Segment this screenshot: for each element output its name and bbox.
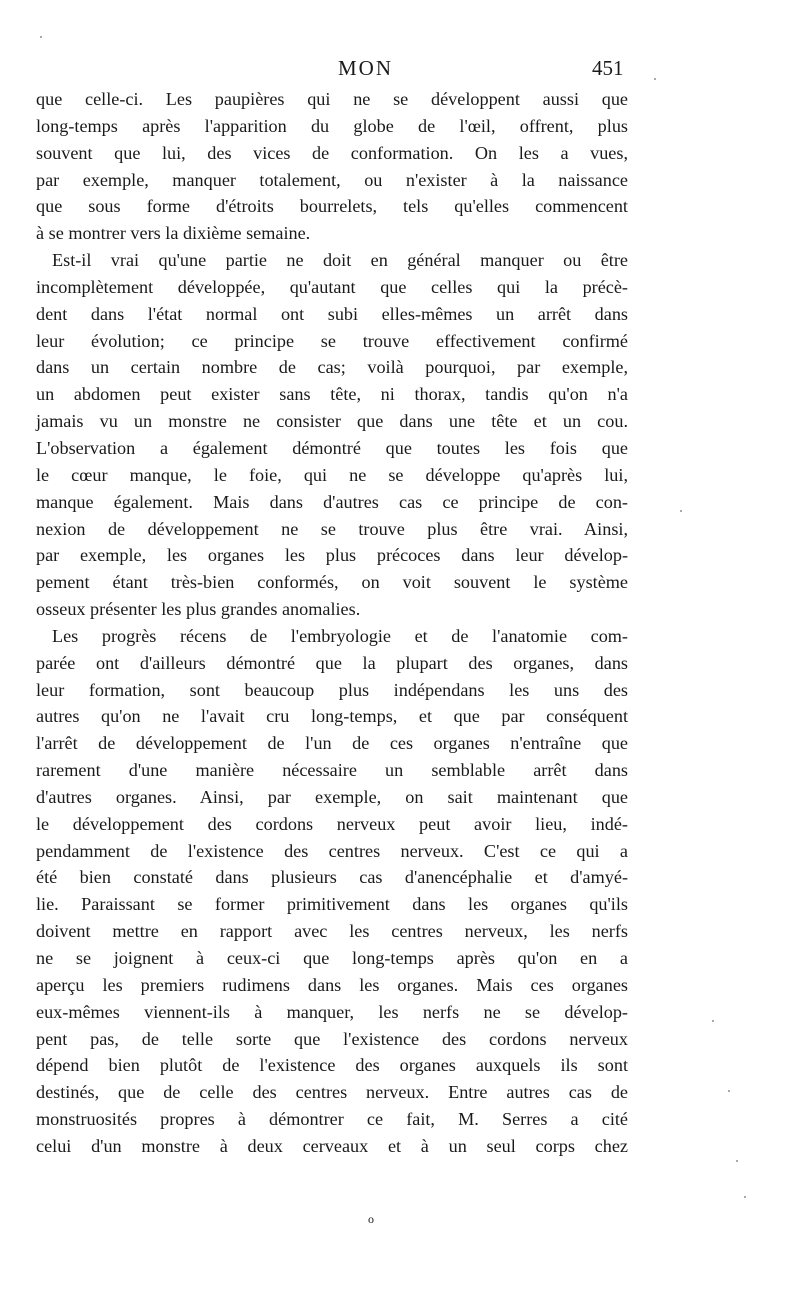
text-line: pement étant très-bien conformés, on voit souvent le système [36,572,628,593]
text-line: osseux présenter les plus grandes anomalies. [36,599,361,620]
text-line: parée ont d'ailleurs démontré que la plupart des organes, dans [36,652,628,673]
text-line: leur formation, sont beaucoup plus indépendans les uns des [36,679,628,700]
text-line: lie. Paraissant se former primitivement dans les organes qu'ils [36,894,628,915]
text-line: le cœur manque, le foie, qui ne se développe qu'après lui, [36,464,628,485]
text-line: incomplètement développée, qu'autant que celles qui la précè- [36,276,628,297]
text-line: par exemple, les organes les plus précoces dans leur dévelop- [36,545,628,566]
text-line: destinés, que de celle des centres nerveux. Entre autres cas de [36,1082,628,1103]
footer-mark: o [368,1212,374,1226]
text-line: été bien constaté dans plusieurs cas d'anencéphalie et d'amyé- [36,867,628,888]
text-line: leur évolution; ce principe se trouve effectivement confirmé [36,330,628,351]
text-line: eux-mêmes viennent-ils à manquer, les nerfs ne se dévelop- [36,1001,628,1022]
text-line: aperçu les premiers rudimens dans les organes. Mais ces organes [36,974,628,995]
text-line: Les progrès récens de l'embryologie et de l'anatomie com- [52,625,628,646]
text-line: dent dans l'état normal ont subi elles-mêmes un arrêt dans [36,303,628,324]
text-line: rarement d'une manière nécessaire un semblable arrêt dans [36,760,628,781]
scan-speck [728,1090,730,1092]
text-line: monstruosités propres à démontrer ce fait, M. Serres a cité [36,1109,628,1130]
text-line: dans un certain nombre de cas; voilà pourquoi, par exemple, [36,357,628,378]
text-line: ne se joignent à ceux-ci que long-temps après qu'on en a [36,948,628,968]
scan-speck [744,1196,746,1198]
text-line: Est-il vrai qu'une partie ne doit en général manquer ou être [52,250,628,271]
scan-speck [654,78,656,80]
scan-speck [40,36,42,38]
text-line: pent pas, de telle sorte que l'existence des cordons nerveux [36,1028,628,1049]
text-line: l'arrêt de développement de l'un de ces organes n'entraîne que [36,733,628,754]
text-line: le développement des cordons nerveux peut avoir lieu, indé- [36,813,628,834]
text-line: pendamment de l'existence des centres nerveux. C'est ce qui a [36,840,628,861]
page-number: 451 [592,56,624,80]
text-line: un abdomen peut exister sans tête, ni thorax, tandis qu'on n'a [36,384,628,405]
text-line: nexion de développement ne se trouve plus être vrai. Ainsi, [36,518,628,539]
text-line: L'observation a également démontré que toutes les fois que [36,437,628,458]
text-line: souvent que lui, des vices de conformation. On les a vues, [36,142,628,163]
text-line: que sous forme d'étroits bourrelets, tels qu'elles commencent [36,196,628,217]
text-line: doivent mettre en rapport avec les centres nerveux, les nerfs [36,921,628,942]
running-head: MON [338,56,394,80]
scan-speck [680,510,682,512]
text-line: d'autres organes. Ainsi, par exemple, on sait maintenant que [36,786,628,807]
text-line: celui d'un monstre à deux cerveaux et à un seul corps chez [36,1135,628,1156]
text-line: autres qu'on ne l'avait cru long-temps, et que par conséquent [36,706,628,727]
text-line: par exemple, manquer totalement, ou n'exister à la naissance [36,169,628,190]
text-line: long-temps après l'apparition du globe de l'œil, offrent, plus [36,115,628,136]
page-header [36,56,636,86]
text-line: que celle-ci. Les paupières qui ne se développent aussi que [36,89,628,109]
scan-speck [712,1020,714,1022]
scan-speck [736,1160,738,1162]
body-text [36,86,628,1160]
text-line: dépend bien plutôt de l'existence des organes auxquels ils sont [36,1055,628,1076]
text-line: à se montrer vers la dixième semaine. [36,223,311,244]
text-line: manque également. Mais dans d'autres cas ce principe de con- [36,491,628,512]
text-line: jamais vu un monstre ne consister que dans une tête et un cou. [36,411,628,432]
